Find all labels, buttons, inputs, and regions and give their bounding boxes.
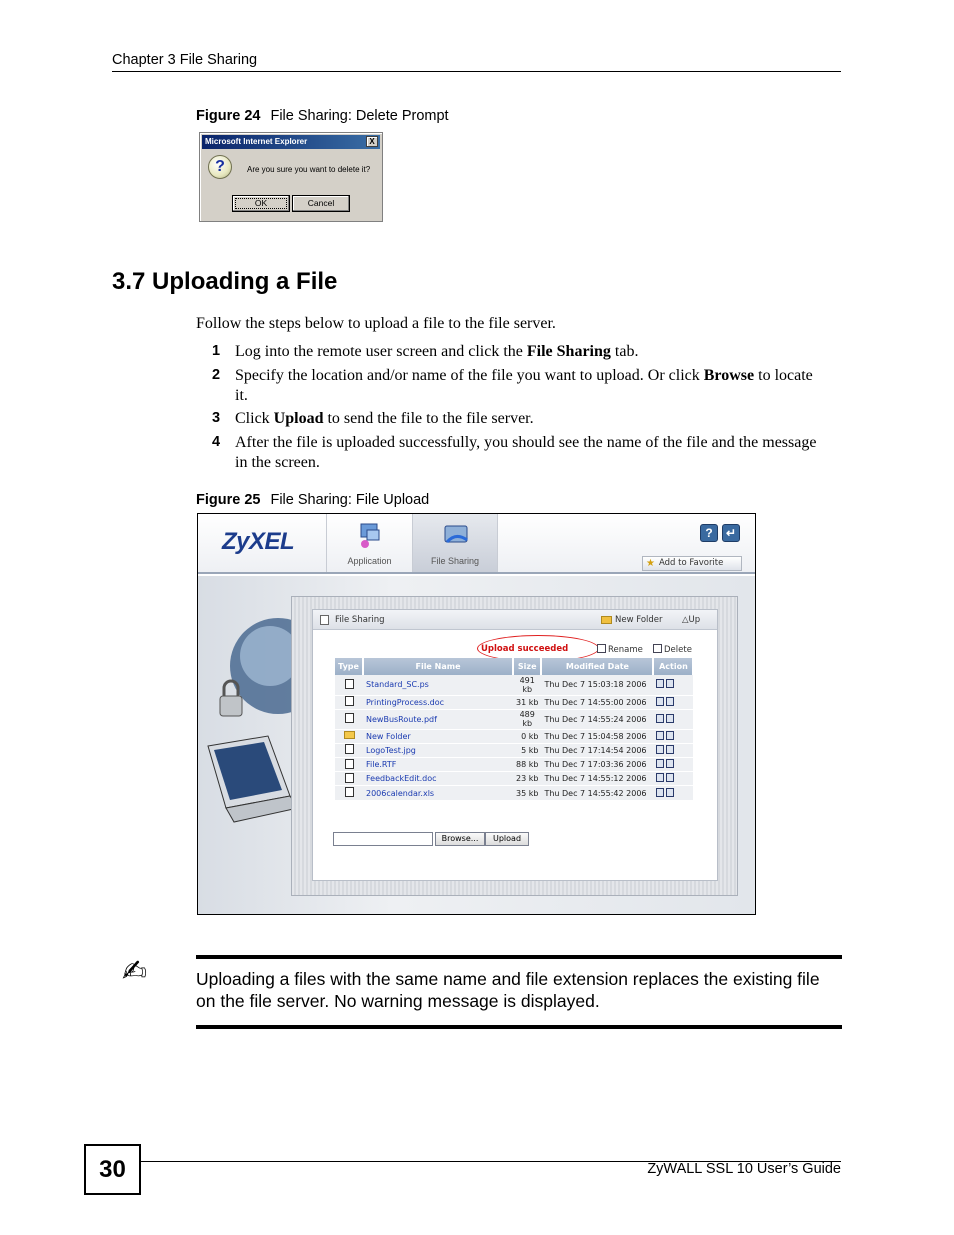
dialog-title-bar xyxy=(202,135,380,149)
action-cell xyxy=(653,709,693,729)
trash-icon[interactable] xyxy=(666,731,674,740)
add-to-favorite-button[interactable] xyxy=(642,556,742,571)
action-cell xyxy=(653,743,693,757)
rename-icon[interactable] xyxy=(656,788,664,797)
file-name-link[interactable]: Standard_SC.ps xyxy=(363,675,513,695)
type-cell xyxy=(335,743,363,757)
header-rule xyxy=(112,71,841,72)
file-name-link[interactable]: LogoTest.jpg xyxy=(363,743,513,757)
action-cell xyxy=(653,729,693,743)
step-text-part: Click xyxy=(235,410,274,427)
modified-date: Thu Dec 7 14:55:00 2006 xyxy=(541,695,653,709)
up-link[interactable] xyxy=(682,615,700,625)
intro-paragraph: Follow the steps below to upload a file to the file server. xyxy=(196,315,556,332)
file-sharing-panel xyxy=(312,609,718,881)
add-favorite-label: Add to Favorite xyxy=(659,558,724,568)
file-icon xyxy=(345,787,354,797)
trash-icon[interactable] xyxy=(666,714,674,723)
rename-icon[interactable] xyxy=(656,759,664,768)
file-icon xyxy=(345,696,354,706)
rename-icon[interactable] xyxy=(656,679,664,688)
table-header-row xyxy=(335,658,693,675)
file-name-link[interactable]: FeedbackEdit.doc xyxy=(363,772,513,786)
file-size: 0 kb xyxy=(513,729,541,743)
step-text-part: tab. xyxy=(610,343,639,360)
rename-icon[interactable] xyxy=(656,773,664,782)
document-icon xyxy=(320,615,329,625)
up-arrow-icon: △ xyxy=(682,615,689,625)
note-rule-bottom xyxy=(196,1025,842,1029)
upload-button[interactable]: Upload xyxy=(485,832,529,846)
step-text-part: Specify the location and/or name of the file you want to upload. Or click xyxy=(235,367,704,384)
rename-icon xyxy=(597,644,606,653)
rename-label: Rename xyxy=(608,645,643,655)
column-header[interactable]: Size xyxy=(513,658,541,675)
type-cell xyxy=(335,695,363,709)
file-upload-screenshot xyxy=(197,513,756,915)
trash-icon xyxy=(653,644,662,653)
rename-icon[interactable] xyxy=(656,697,664,706)
file-name-link[interactable]: 2006calendar.xls xyxy=(363,786,513,800)
file-name-link[interactable]: PrintingProcess.doc xyxy=(363,695,513,709)
file-size: 489 kb xyxy=(513,709,541,729)
column-header[interactable]: File Name xyxy=(363,658,513,675)
dialog-message: Are you sure you want to delete it? xyxy=(247,165,371,174)
panel-header xyxy=(313,610,717,630)
content-frame xyxy=(291,596,738,896)
file-sharing-icon xyxy=(441,520,471,550)
figure-25-number: Figure 25 xyxy=(196,492,261,508)
ui-term: File Sharing xyxy=(526,343,611,360)
table-row[interactable] xyxy=(335,709,693,729)
figure-24-title: File Sharing: Delete Prompt xyxy=(270,108,449,124)
table-row[interactable] xyxy=(335,729,693,743)
column-header[interactable]: Modified Date xyxy=(541,658,653,675)
type-cell xyxy=(335,786,363,800)
table-row[interactable] xyxy=(335,786,693,800)
step-text xyxy=(235,366,825,406)
close-icon[interactable]: X xyxy=(366,136,378,147)
panel-title: File Sharing xyxy=(335,615,385,625)
help-icon[interactable]: ? xyxy=(700,524,718,542)
rename-icon[interactable] xyxy=(656,745,664,754)
tab-label: File Sharing xyxy=(430,556,480,566)
type-cell xyxy=(335,772,363,786)
new-folder-label: New Folder xyxy=(615,615,663,625)
file-name-link[interactable]: NewBusRoute.pdf xyxy=(363,709,513,729)
column-header[interactable]: Action xyxy=(653,658,693,675)
browse-button[interactable]: Browse... xyxy=(435,832,485,846)
file-icon xyxy=(345,713,354,723)
note-text: Uploading a files with the same name and file extension replaces the existing file on the file server. No warning message is displayed. xyxy=(196,969,820,1011)
top-bar xyxy=(198,514,755,574)
rename-icon[interactable] xyxy=(656,714,664,723)
trash-icon[interactable] xyxy=(666,773,674,782)
figure-25-caption xyxy=(196,492,429,508)
type-cell xyxy=(335,729,363,743)
file-size: 23 kb xyxy=(513,772,541,786)
step-number: 3 xyxy=(212,410,221,426)
file-name-link[interactable]: New Folder xyxy=(363,729,513,743)
tab-label: Application xyxy=(347,556,392,566)
table-row[interactable] xyxy=(335,758,693,772)
upload-status-message: Upload succeeded xyxy=(481,644,569,654)
step-number: 4 xyxy=(212,434,221,450)
table-row[interactable] xyxy=(335,743,693,757)
page-number: 30 xyxy=(84,1144,141,1195)
type-cell xyxy=(335,675,363,695)
zyxel-logo: ZyXEL xyxy=(222,528,295,555)
step-text xyxy=(235,342,825,362)
action-cell xyxy=(653,772,693,786)
file-table xyxy=(335,658,694,801)
modified-date: Thu Dec 7 14:55:24 2006 xyxy=(541,709,653,729)
file-name-link[interactable]: File.RTF xyxy=(363,758,513,772)
trash-icon[interactable] xyxy=(666,745,674,754)
file-icon xyxy=(345,679,354,689)
delete-link[interactable] xyxy=(653,644,692,655)
action-cell xyxy=(653,675,693,695)
file-size: 35 kb xyxy=(513,786,541,800)
action-cell xyxy=(653,758,693,772)
column-header[interactable]: Type xyxy=(335,658,363,675)
delete-prompt-dialog xyxy=(199,132,383,222)
step-text-part: to send the file to the file server. xyxy=(323,410,534,427)
main-area xyxy=(198,576,755,914)
upload-file-input[interactable] xyxy=(333,832,433,846)
dialog-title: Microsoft Internet Explorer xyxy=(205,137,308,146)
table-row[interactable] xyxy=(335,675,693,695)
file-size: 88 kb xyxy=(513,758,541,772)
tab-application[interactable] xyxy=(326,514,412,572)
step-text-part: Log into the remote user screen and click the xyxy=(235,343,527,360)
figure-24-number: Figure 24 xyxy=(196,108,261,124)
modified-date: Thu Dec 7 15:04:58 2006 xyxy=(541,729,653,743)
step-text-part: to locate it. xyxy=(235,367,813,404)
figure-25-title: File Sharing: File Upload xyxy=(270,492,430,508)
cancel-button[interactable]: Cancel xyxy=(292,195,350,212)
file-size: 491 kb xyxy=(513,675,541,695)
ui-term: Upload xyxy=(273,410,324,427)
action-cell xyxy=(653,786,693,800)
figure-24-caption xyxy=(196,108,449,124)
logout-icon[interactable]: ↵ xyxy=(722,524,740,542)
new-folder-link[interactable] xyxy=(601,615,663,625)
file-size: 5 kb xyxy=(513,743,541,757)
action-cell xyxy=(653,695,693,709)
tab-file-sharing[interactable] xyxy=(412,514,498,572)
step-number: 2 xyxy=(212,367,221,383)
modified-date: Thu Dec 7 17:14:54 2006 xyxy=(541,743,653,757)
note-pen-icon: ✍ xyxy=(122,954,148,989)
rename-link[interactable] xyxy=(597,644,643,655)
file-icon xyxy=(345,773,354,783)
ui-term: Browse xyxy=(703,367,755,384)
modified-date: Thu Dec 7 17:03:36 2006 xyxy=(541,758,653,772)
decorative-globe-laptop-illustration xyxy=(198,596,298,826)
section-title: 3.7 Uploading a File xyxy=(112,268,338,295)
modified-date: Thu Dec 7 15:03:18 2006 xyxy=(541,675,653,695)
trash-icon[interactable] xyxy=(666,788,674,797)
file-icon xyxy=(345,744,354,754)
modified-date: Thu Dec 7 14:55:42 2006 xyxy=(541,786,653,800)
table-row[interactable] xyxy=(335,695,693,709)
type-cell xyxy=(335,709,363,729)
ok-button[interactable]: OK xyxy=(232,195,290,212)
step-text-part: After the file is uploaded successfully, you should see the name of the file and the message in the screen. xyxy=(235,434,817,471)
modified-date: Thu Dec 7 14:55:12 2006 xyxy=(541,772,653,786)
delete-label: Delete xyxy=(664,645,692,655)
trash-icon[interactable] xyxy=(666,679,674,688)
trash-icon[interactable] xyxy=(666,697,674,706)
application-icon xyxy=(355,520,385,550)
file-icon xyxy=(345,759,354,769)
up-label: Up xyxy=(688,615,701,625)
question-icon: ? xyxy=(208,155,232,179)
folder-icon xyxy=(601,616,612,624)
file-size: 31 kb xyxy=(513,695,541,709)
step-number: 1 xyxy=(212,343,221,359)
step-text xyxy=(235,433,825,473)
star-icon: ★ xyxy=(646,558,655,569)
step-text xyxy=(235,409,825,429)
guide-title: ZyWALL SSL 10 User’s Guide xyxy=(647,1161,841,1177)
running-header: Chapter 3 File Sharing xyxy=(112,52,258,68)
rename-icon[interactable] xyxy=(656,731,664,740)
note-rule-top xyxy=(196,955,842,959)
table-row[interactable] xyxy=(335,772,693,786)
folder-icon xyxy=(344,731,355,739)
type-cell xyxy=(335,758,363,772)
trash-icon[interactable] xyxy=(666,759,674,768)
